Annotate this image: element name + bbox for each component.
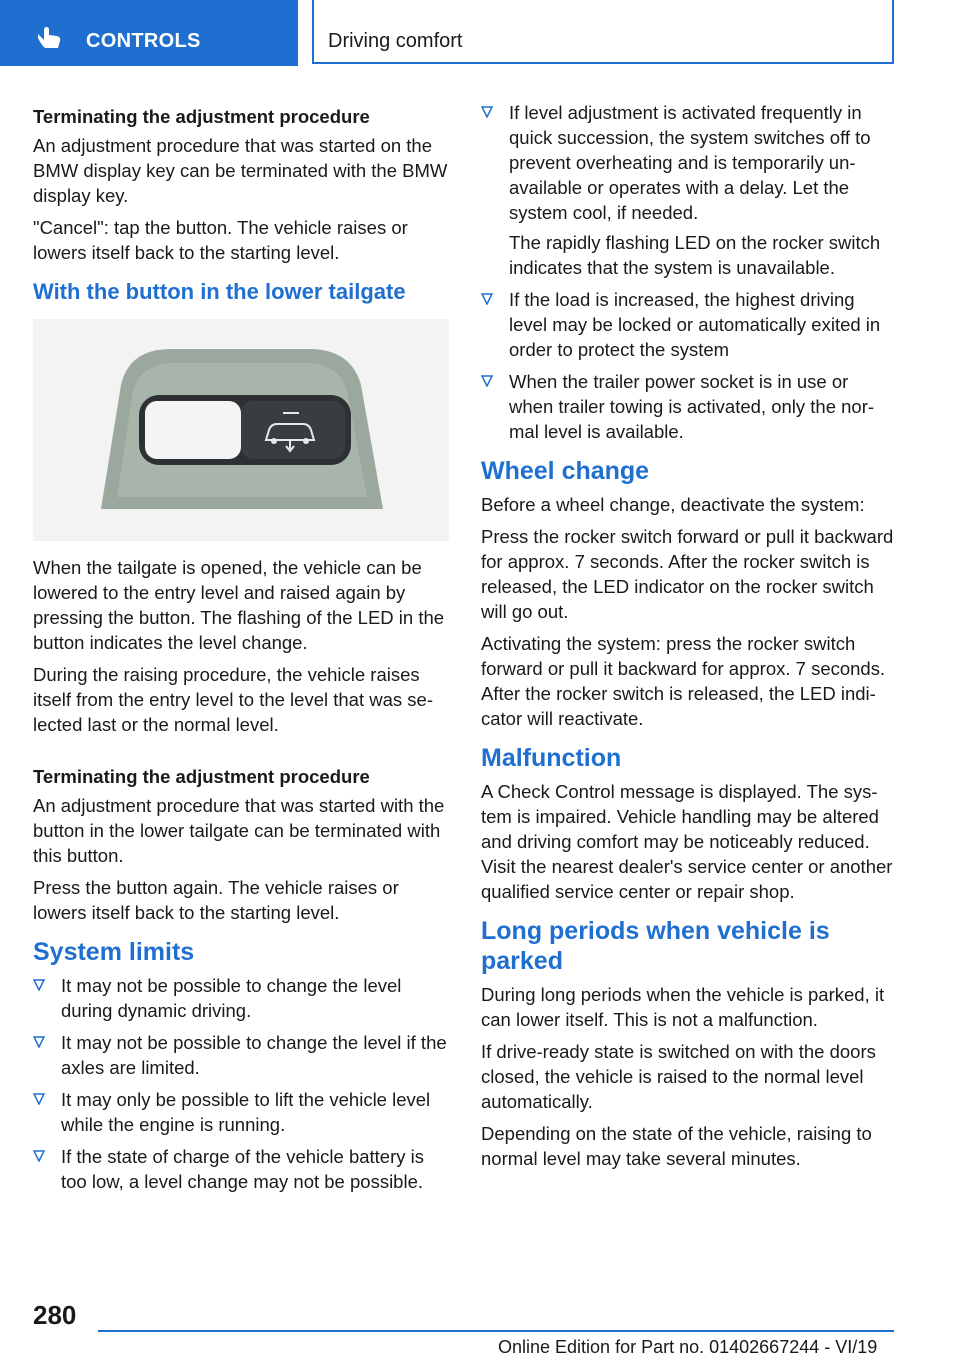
section-title: Driving comfort xyxy=(328,30,463,52)
paragraph: During long periods when the vehicle is parked, it can lower itself. This is not a malfunction. xyxy=(481,984,885,1030)
page-number: 280 xyxy=(33,1300,77,1330)
system-limits-list-continued xyxy=(481,100,897,444)
list-item: If the load is increased, the highest driving level may be locked or automatically exited in order to protect the system xyxy=(481,287,897,362)
heading-malfunction: Malfunction xyxy=(481,744,622,772)
paragraph: During the raising procedure, the vehicle raises itself from the entry level to the level that was selected last or the normal level. xyxy=(33,664,433,735)
paragraph: If drive-ready state is switched on with the doors closed, the vehicle is raised to the normal level automatically. xyxy=(481,1041,876,1112)
page-header xyxy=(0,0,960,66)
heading-long-periods-parked: Long periods when vehicle is parked xyxy=(481,917,830,975)
paragraph: Activating the system: press the rocker switch forward or pull it backward for approx. 7 seconds. After the rocker switch is released, the LED indicator will reactivate. xyxy=(481,633,886,729)
right-column xyxy=(481,100,897,1178)
bullet-triangle-icon xyxy=(481,293,493,305)
paragraph: A Check Control message is displayed. The system is impaired. Vehicle handling may be altered and driving comfort may be noticeably reduced. Visit the nearest dealer's service center or another qualified service center or repair shop. xyxy=(481,781,893,902)
paragraph: "Cancel": tap the button. The vehicle raises or lowers itself back to the starting level. xyxy=(33,217,408,263)
left-column xyxy=(33,100,449,1201)
paragraph: When the tailgate is opened, the vehicle can be lowered to the entry level and raised again by pressing the button. The flashing of the LED in the button indicates the level change. xyxy=(33,557,445,653)
paragraph: Press the button again. The vehicle raises or lowers itself back to the starting level. xyxy=(33,877,399,923)
list-item: It may only be possible to lift the vehicle level while the engine is running. xyxy=(33,1087,449,1137)
chapter-tab-controls[interactable] xyxy=(0,0,298,66)
list-item: If the state of charge of the vehicle battery is too low, a level change may not be possible. xyxy=(33,1144,449,1194)
system-limits-list xyxy=(33,973,449,1194)
bullet-triangle-icon xyxy=(33,1150,45,1162)
paragraph: Press the rocker switch forward or pull it backward for approx. 7 seconds. After the rocker switch is released, the LED indicator on the rocker switch will go out. xyxy=(481,526,894,622)
heading-system-limits: System limits xyxy=(33,938,195,966)
heading-button-lower-tailgate: With the button in the lower tailgate xyxy=(33,279,406,304)
bullet-triangle-icon xyxy=(33,1093,45,1105)
list-item: It may not be possible to change the level if the axles are limited. xyxy=(33,1030,449,1080)
bullet-triangle-icon xyxy=(481,375,493,387)
list-item: It may not be possible to change the level during dynamic driving. xyxy=(33,973,449,1023)
paragraph: An adjustment procedure that was started with the button in the lower tailgate can be terminated with this button. xyxy=(33,795,445,866)
bullet-triangle-icon xyxy=(481,106,493,118)
paragraph: An adjustment procedure that was started on the BMW display key can be terminated with the BMW display key. xyxy=(33,135,448,206)
footer-divider xyxy=(98,1330,894,1332)
heading-terminating-1: Terminating the adjustment procedure xyxy=(33,106,370,127)
paragraph: Before a wheel change, deactivate the system: xyxy=(481,494,865,515)
section-tab xyxy=(312,0,894,64)
bullet-triangle-icon xyxy=(33,1036,45,1048)
list-item: If level adjustment is activated frequently in quick succession, the system switches off to prevent overheating and is temporarily unavailable or operates with a delay. Let the system cool, if needed. The rapidly flashing LED on the rocker switch indicates that the system is unavailable. xyxy=(481,100,897,280)
edition-note: Online Edition for Part no. 01402667244 - VI/19 xyxy=(498,1337,878,1357)
chapter-tab-label: CONTROLS xyxy=(86,30,201,52)
heading-wheel-change: Wheel change xyxy=(481,457,650,485)
paragraph: Depending on the state of the vehicle, raising to normal level may take several minutes. xyxy=(481,1123,872,1169)
list-item: When the trailer power socket is in use or when trailer towing is activated, only the normal level is available. xyxy=(481,369,897,444)
heading-terminating-2: Terminating the adjustment procedure xyxy=(33,766,370,787)
bullet-triangle-icon xyxy=(33,979,45,991)
hand-pointer-icon xyxy=(34,22,64,50)
tailgate-button-illustration xyxy=(33,319,449,541)
